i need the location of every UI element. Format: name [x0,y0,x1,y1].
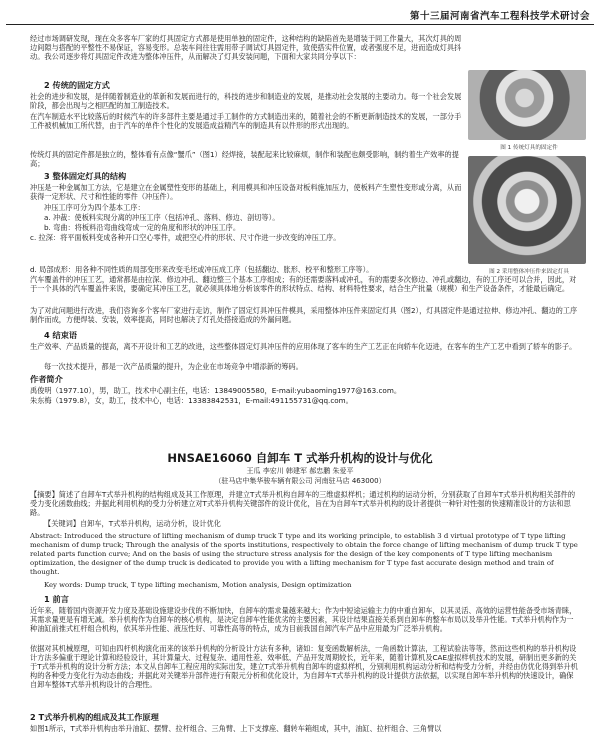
section-heading: 2 T式举升机构的组成及其工作原理 [30,712,159,722]
body-paragraph: 传统灯具的固定件都是独立的，整体看有点像“蟹爪”（图1）经焊接，装配起来比较麻烦，制作和装配也颇受影响，制约着生产效率的提高； [30,150,459,169]
section-heading: 1 前言 [44,594,69,604]
figure-2-photo [468,156,586,264]
author-bio: 禹俊明（1977.10），男，助工，技术中心副主任，电话：13849005580，E-mail:yubaoming1977@163.com。 [30,386,402,395]
paper-title: HNSAE16060 自卸车 T 式举升机构的设计与优化 [167,451,433,465]
keywords-en: Key words: Dump truck, T type lifting mechanism, Motion analysis, Design optimization [44,581,352,589]
author-bio: 朱东梅（1979.8），女，助工，技术中心，电话：13383842531，E-mail:491155731@qq.com。 [30,396,353,405]
figure-caption: 图 1 传统灯具的固定件 [500,145,558,151]
list-item: d. 局部成形：用各种不同性质的局部变形来改变毛坯或冲压成工序（包括翻边、胀形、校平和整形工序等）。 [30,265,374,274]
figure-caption: 图 2 采用整体冲压件来固定灯具 [489,269,569,275]
list-item: a. 冲裁：使板料实现分离的冲压工序（包括冲孔、落料、修边、剖切等）。 [44,213,280,222]
keywords-cn: 【关键词】自卸车，T式举升机构，运动分析，设计优化 [44,519,221,528]
intro-paragraph: 经过市场调研发现，现在众多客车厂家的灯具固定方式都是使用单独的固定件，这种结构的缺陷首先是增装于同工作量大，其次灯具的周边间隙与搭配的平整性不易保证，容易变形。总装车间往往需用带子调试灯具固定件，致使搭实件位置，或者强度不足，进而造成灯具抖动。我公司逐步将灯具固定件改进为整体冲压件，从而解决了灯具安装问题，下面和大家共同分享以下： [30,34,462,62]
list-item: c. 拉深：将平面板料变成各种开口空心零件，或把空心件的形状、尺寸作进一步改变的冲压工序。 [30,233,341,242]
body-paragraph: 冲压是一种金属加工方法，它是建立在金属塑性变形的基础上，利用模具和冲压设备对板料施加压力，使板料产生塑性变形或分离，从而获得一定形状、尺寸和性能的零件（冲压件）。 [30,183,462,202]
abstract-cn: 【摘要】简述了自卸车T式举升机构的结构组成及其工作原理，并建立T式举升机构自卸车的三维虚拟样机；通过机构的运动分析，分别获取了自卸车T式举升机构相关部件的受力变化函数曲线；并据此利用机构的受力分析建立对T式举升机构关键部件的设计优化，旨在为自卸车T式举升机构的设计者提供一种针对性强的快速精准设计的方法和思路。 [30,490,576,518]
abstract-en: Abstract: Introduced the structure of lifting mechanism of dump truck T type and its working principle, to establish 3 d virtual prototype of T type lifting mechanism of dump truck; Through the analysis of the sports institutions, respectively to obtain the force change of lifting mechanism of dump truck T type related parts function curve; And on the basis of using the structure stress analysis for the design of the key components of T type lifting mechanism optimization, the designer of the dump truck is dedicated to provide you with a lifting mechanism for T type fast accurate design method and train of thought. [30,532,578,577]
body-paragraph: 近年来，随着国内资源开发力度及基础设施建设步伐的不断加快，自卸车的需求量越来越大；作为中短途运输主力的中重自卸车，以其灵活、高效的运营性能备受市场青睐，其需求量更是有增无减。举升机构作为自卸车的核心机构，是决定自卸车性能优劣的主要因素，其设计结果直接关系到自卸车的整车布局以及举升性能。T式举升机构作为一种油缸前推式杠杆组合机构，依其举升性能、液压性好、可靠性高等的特点，成为目前我国自卸汽车产品中应用最为广泛举升机构。 [30,606,577,634]
body-paragraph: 汽车覆盖件的冲压工艺，通常都是由拉深、修边冲孔、翻边整三个基本工序组成；有的还需要落料或冲孔，有的需要多次修边、冲孔或翻边，有的工序还可以合并，因此，对于一个具体的汽车覆盖件来说，要确定其冲压工艺，就必须具体地分析该零件的形状特点、结构、材料特性要求，结合生产批量（规模）和生产设备条件，才能最后确定。 [30,275,577,294]
body-paragraph: 在汽车制造水平比较落后的时候汽车的许多部件主要是通过手工制作的方式制造出来的，随着社会的不断更新制造技术的发展，一部分手工件被机械加工所代替，由于汽车的单件个性化的发展造成益精汽车的制造具有以件形的形式出现的。 [30,112,462,131]
authors-heading: 作者简介 [30,374,63,384]
section-heading: 2 传统的固定方式 [44,80,110,90]
body-paragraph: 为了对此问题进行改进，我们咨询多个客车厂家进行走访，制作了固定灯具冲压件模具，采用整体冲压件来固定灯具（图2），灯具固定件是通过拉伸、修边冲孔、翻边的工序制作而成，方便焊装、安装，效率提高，同时也解决了灯孔处搭接造成的外漏问题。 [30,306,578,325]
paper-authors: 王瓜 李宏川 韩建军 郝忠鹏 朱爱平 [246,467,354,475]
body-paragraph: 如图1所示，T式举升机构由举升油缸、摆臂、拉杆组合、三角臂、上下支撑座、翻转车箱组成，其中，油缸、拉杆组合、三角臂以 [30,724,442,733]
header-rule [6,24,594,25]
body-paragraph: 每一次技术提升，都是一次产品质量的提升，为企业在市场竞争中增添新的筹码。 [44,362,303,371]
body-paragraph: 冲压工序可分为四个基本工序： [44,203,145,212]
figure-1-photo [468,70,586,140]
section-heading: 3 整体固定灯具的结构 [44,171,127,181]
body-paragraph: 生产效率、产品质量的提高，离不开设计和工艺的改进，这些整体固定灯具冲压件的应用体现了客车的生产工艺正在向轿车化迈进，在客车的生产工艺中看到了轿车的影子。 [30,342,577,351]
section-heading: 4 结束语 [44,330,78,340]
body-paragraph: 社会的进步和发展，是伴随着制造业的革新和发展而进行的，科技的进步和制造业的发展，是推动社会发展的主要动力。每一个社会发展阶段，都会出现与之相匹配的加工制造技术。 [30,92,462,111]
list-item: b. 弯曲：将板料沿弯曲线弯成一定的角度和形状的冲压工序。 [44,223,241,232]
journal-header: 第十三届河南省汽车工程科技学术研讨会 [409,11,590,22]
paper-affiliation: （驻马店中集华骏车辆有限公司 河南驻马店 463000） [214,477,386,485]
body-paragraph: 依据对其机械原理，可知由四杆机构演化而来的该举升机构的分析设计方法有多种，诸如：复变函数解析法，一角函数计算法，工程试验法等等，然而这些机构的举升机构设计方法多偏重于理论计算和经验设计，其计算量大、过程复杂、通用性差、效率低、产品开发周期较长，近年来，随着计算机及CAE虚拟样机技术的发展，研制出更多新的关于T式举升机构的设计分析方法；本文从自卸车工程应用的实际出发，建立T式举升机构自卸车的虚拟样机，分别利用机构运动分析和结构受力分析，并经由仿优化得到举升机构的各种受力变化行为动态曲线；并据此对关键举升部件进行有限元分析和优化设计，为自卸车T式举升机构的设计提供方法依据，以实现自卸车举升机构的快速设计，确保自卸车整体T式举升机构设计的合理性。 [30,644,578,690]
